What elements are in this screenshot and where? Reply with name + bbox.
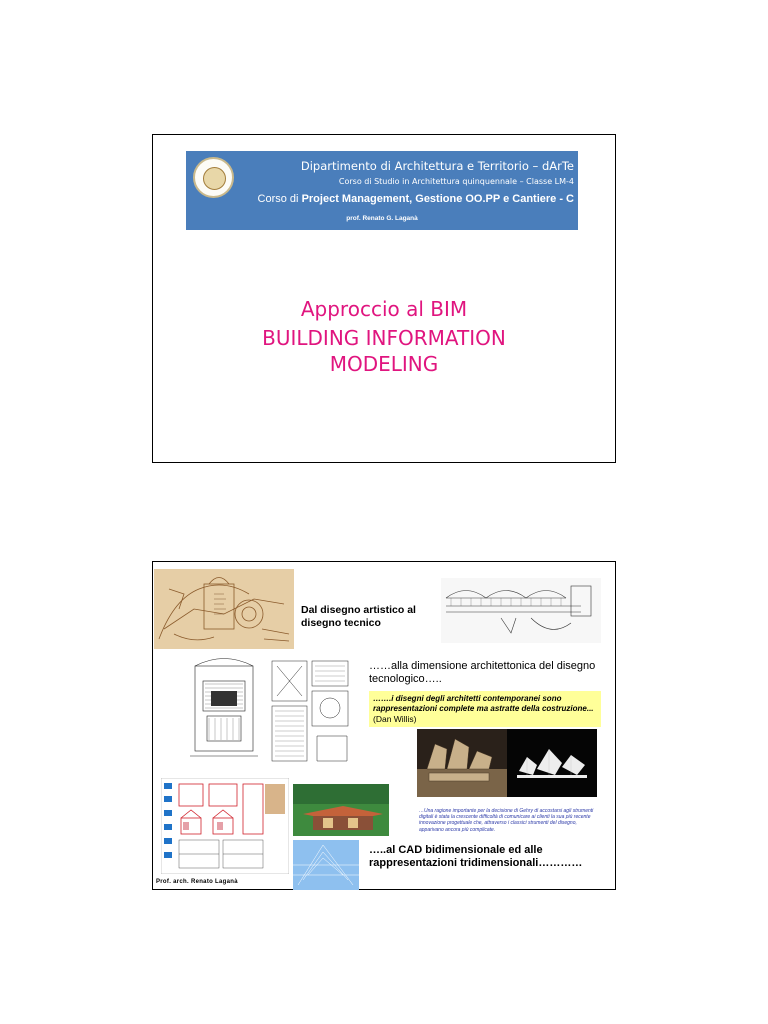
slide-2 [152, 561, 616, 890]
caption-artistic-to-technical: Dal disegno artistico al disegno tecnico [301, 604, 416, 629]
quote-author: (Dan Willis) [373, 714, 417, 724]
author-credit: Prof. arch. Renato Laganà [156, 879, 238, 885]
title-line-2: BUILDING INFORMATION [262, 326, 506, 350]
course-banner [186, 151, 578, 230]
cad-plan-sheet-image [161, 778, 289, 874]
quote-text: …….i disegni degli architetti contemporanei sono rappresentazioni complete ma astratte della costruzione... [373, 694, 594, 713]
professor-name: prof. Renato G. Laganà [346, 215, 418, 222]
quote-box [369, 691, 601, 727]
leonardo-sketch-image [154, 569, 294, 649]
3d-render-image [293, 784, 389, 836]
engineering-section-drawing-image [441, 578, 601, 643]
slide-1 [152, 134, 616, 463]
department-title: Dipartimento di Architettura e Territorio – dArTe [300, 159, 574, 173]
night-model-photo-image [507, 729, 597, 797]
caption-architectural-dimension: ……alla dimensione architettonica del disegno tecnologico….. [369, 660, 596, 685]
construction-detail-drawing-image [267, 656, 353, 768]
course-line: Corso di Studio in Architettura quinquennale – Classe LM-4 [338, 177, 574, 186]
gehry-quote: …Una ragione importante per la decisione di Gehry di accostarsi agli strumenti digitali è stata la crescente difficoltà di comunicare ai clienti la sua più recente innovazione progettuale che, attraverso i classici strumenti del disegno, apparivano ancora più complicate. [419, 808, 594, 833]
architectural-model-photo-image [417, 729, 507, 797]
technological-facade-drawing-image [185, 656, 263, 768]
caption-cad-to-3d: …..al CAD bidimensionale ed alle rappresentazioni tridimensionali………… [369, 844, 583, 869]
university-seal-icon [193, 157, 234, 198]
slide-title [153, 293, 615, 377]
title-line-1: Approccio al BIM [300, 297, 468, 321]
title-line-3: MODELING [329, 352, 439, 376]
wireframe-render-image [293, 840, 359, 890]
course-name-line: Corso di Project Management, Gestione OO.PP e Cantiere - C [257, 193, 574, 205]
